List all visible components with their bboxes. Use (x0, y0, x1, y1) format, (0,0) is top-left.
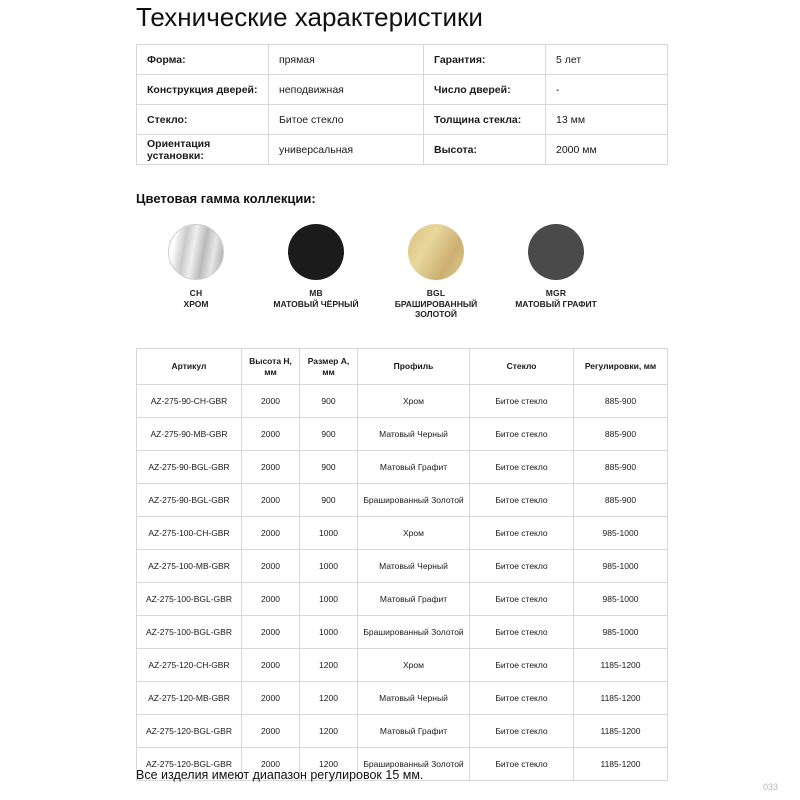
cell-height: 2000 (242, 484, 300, 517)
cell-article: AZ-275-120-CH-GBR (137, 649, 242, 682)
spec-label: Конструкция дверей: (137, 75, 269, 105)
cell-glass: Битое стекло (470, 748, 574, 781)
cell-adjustments: 985-1000 (574, 616, 668, 649)
cell-size-a: 900 (300, 385, 358, 418)
cell-height: 2000 (242, 616, 300, 649)
table-row (137, 451, 668, 484)
cell-glass: Битое стекло (470, 484, 574, 517)
cell-glass: Битое стекло (470, 517, 574, 550)
swatch-name: МАТОВЫЙ ЧЁРНЫЙ (273, 298, 359, 309)
table-row (137, 45, 668, 75)
list-item (136, 224, 256, 320)
cell-article: AZ-275-100-MB-GBR (137, 550, 242, 583)
cell-height: 2000 (242, 649, 300, 682)
cell-height: 2000 (242, 583, 300, 616)
cell-height: 2000 (242, 550, 300, 583)
column-header-profile: Профиль (358, 349, 470, 385)
cell-size-a: 1000 (300, 517, 358, 550)
cell-adjustments: 985-1000 (574, 550, 668, 583)
cell-profile: Матовый Черный (358, 550, 470, 583)
cell-adjustments: 1185-1200 (574, 649, 668, 682)
table-row (137, 715, 668, 748)
cell-article: AZ-275-100-BGL-GBR (137, 583, 242, 616)
cell-article: AZ-275-90-BGL-GBR (137, 451, 242, 484)
cell-size-a: 900 (300, 484, 358, 517)
cell-adjustments: 985-1000 (574, 517, 668, 550)
cell-glass: Битое стекло (470, 616, 574, 649)
spec-label: Гарантия: (424, 45, 546, 75)
table-row (137, 418, 668, 451)
cell-adjustments: 885-900 (574, 484, 668, 517)
spec-label: Стекло: (137, 105, 269, 135)
cell-profile: Хром (358, 517, 470, 550)
cell-profile: Брашированный Золотой (358, 748, 470, 781)
cell-article: AZ-275-100-BGL-GBR (137, 616, 242, 649)
cell-article: AZ-275-120-MB-GBR (137, 682, 242, 715)
footnote: Все изделия имеют диапазон регулировок 15 мм. (136, 768, 424, 782)
swatch-name: МАТОВЫЙ ГРАФИТ (515, 298, 597, 309)
cell-profile: Хром (358, 385, 470, 418)
cell-article: AZ-275-120-BGL-GBR (137, 715, 242, 748)
cell-profile: Матовый Графит (358, 583, 470, 616)
cell-glass: Битое стекло (470, 550, 574, 583)
cell-size-a: 1200 (300, 748, 358, 781)
cell-profile: Брашированный Золотой (358, 484, 470, 517)
spec-value: - (546, 75, 668, 105)
cell-adjustments: 885-900 (574, 451, 668, 484)
cell-size-a: 1000 (300, 583, 358, 616)
table-row (137, 105, 668, 135)
cell-height: 2000 (242, 715, 300, 748)
table-row (137, 135, 668, 165)
color-dot-black-icon (288, 224, 344, 280)
colors-heading: Цветовая гамма коллекции: (136, 191, 316, 206)
cell-glass: Битое стекло (470, 715, 574, 748)
cell-height: 2000 (242, 385, 300, 418)
cell-profile: Матовый Графит (358, 715, 470, 748)
cell-article: AZ-275-90-MB-GBR (137, 418, 242, 451)
table-row (137, 484, 668, 517)
cell-height: 2000 (242, 451, 300, 484)
table-row (137, 550, 668, 583)
cell-glass: Битое стекло (470, 418, 574, 451)
cell-adjustments: 885-900 (574, 418, 668, 451)
cell-adjustments: 885-900 (574, 385, 668, 418)
table-row (137, 583, 668, 616)
swatch-code: BGL (426, 288, 446, 298)
spec-value: Битое стекло (269, 105, 424, 135)
cell-profile: Брашированный Золотой (358, 616, 470, 649)
table-header-row (137, 349, 668, 385)
cell-adjustments: 1185-1200 (574, 682, 668, 715)
cell-size-a: 900 (300, 418, 358, 451)
column-header-adjustments: Регулировки, мм (574, 349, 668, 385)
list-item (256, 224, 376, 320)
spec-value: 13 мм (546, 105, 668, 135)
page-number: 033 (762, 782, 778, 792)
swatch-code: MGR (545, 288, 567, 298)
cell-glass: Битое стекло (470, 583, 574, 616)
spec-label: Высота: (424, 135, 546, 165)
swatch-name: БРАШИРОВАННЫЙ ЗОЛОТОЙ (394, 298, 478, 320)
cell-profile: Хром (358, 649, 470, 682)
cell-height: 2000 (242, 748, 300, 781)
spec-value: неподвижная (269, 75, 424, 105)
color-dot-gold-icon (408, 224, 464, 280)
column-header-height: Высота H, мм (242, 349, 300, 385)
table-row (137, 649, 668, 682)
color-dot-chrome-icon (168, 224, 224, 280)
cell-profile: Матовый Черный (358, 682, 470, 715)
cell-height: 2000 (242, 517, 300, 550)
spec-label: Число дверей: (424, 75, 546, 105)
cell-article: AZ-275-90-CH-GBR (137, 385, 242, 418)
table-row (137, 385, 668, 418)
table-row (137, 616, 668, 649)
cell-article: AZ-275-90-BGL-GBR (137, 484, 242, 517)
page-title: Технические характеристики (136, 2, 483, 32)
table-row (137, 517, 668, 550)
cell-size-a: 1200 (300, 715, 358, 748)
color-dot-graphite-icon (528, 224, 584, 280)
list-item (496, 224, 616, 320)
cell-profile: Матовый Черный (358, 418, 470, 451)
swatch-code: MB (309, 288, 323, 298)
spec-label: Ориентация установки: (137, 135, 269, 165)
column-header-glass: Стекло (470, 349, 574, 385)
cell-adjustments: 1185-1200 (574, 715, 668, 748)
specifications-table (136, 44, 668, 165)
color-swatch-list (136, 224, 676, 320)
products-table (136, 348, 668, 781)
cell-adjustments: 985-1000 (574, 583, 668, 616)
column-header-size-a: Размер A, мм (300, 349, 358, 385)
spec-value: 5 лет (546, 45, 668, 75)
cell-size-a: 1200 (300, 649, 358, 682)
cell-glass: Битое стекло (470, 682, 574, 715)
cell-size-a: 1200 (300, 682, 358, 715)
cell-height: 2000 (242, 682, 300, 715)
cell-profile: Матовый Графит (358, 451, 470, 484)
cell-size-a: 1000 (300, 550, 358, 583)
column-header-article: Артикул (137, 349, 242, 385)
cell-article: AZ-275-120-BGL-GBR (137, 748, 242, 781)
table-row (137, 75, 668, 105)
swatch-name: ХРОМ (183, 298, 209, 309)
table-row (137, 682, 668, 715)
list-item (376, 224, 496, 320)
cell-glass: Битое стекло (470, 649, 574, 682)
spec-value: 2000 мм (546, 135, 668, 165)
cell-height: 2000 (242, 418, 300, 451)
spec-label: Толщина стекла: (424, 105, 546, 135)
cell-glass: Битое стекло (470, 385, 574, 418)
swatch-code: CH (189, 288, 203, 298)
cell-size-a: 900 (300, 451, 358, 484)
spec-value: прямая (269, 45, 424, 75)
cell-glass: Битое стекло (470, 451, 574, 484)
spec-value: универсальная (269, 135, 424, 165)
cell-size-a: 1000 (300, 616, 358, 649)
cell-article: AZ-275-100-CH-GBR (137, 517, 242, 550)
spec-label: Форма: (137, 45, 269, 75)
cell-adjustments: 1185-1200 (574, 748, 668, 781)
